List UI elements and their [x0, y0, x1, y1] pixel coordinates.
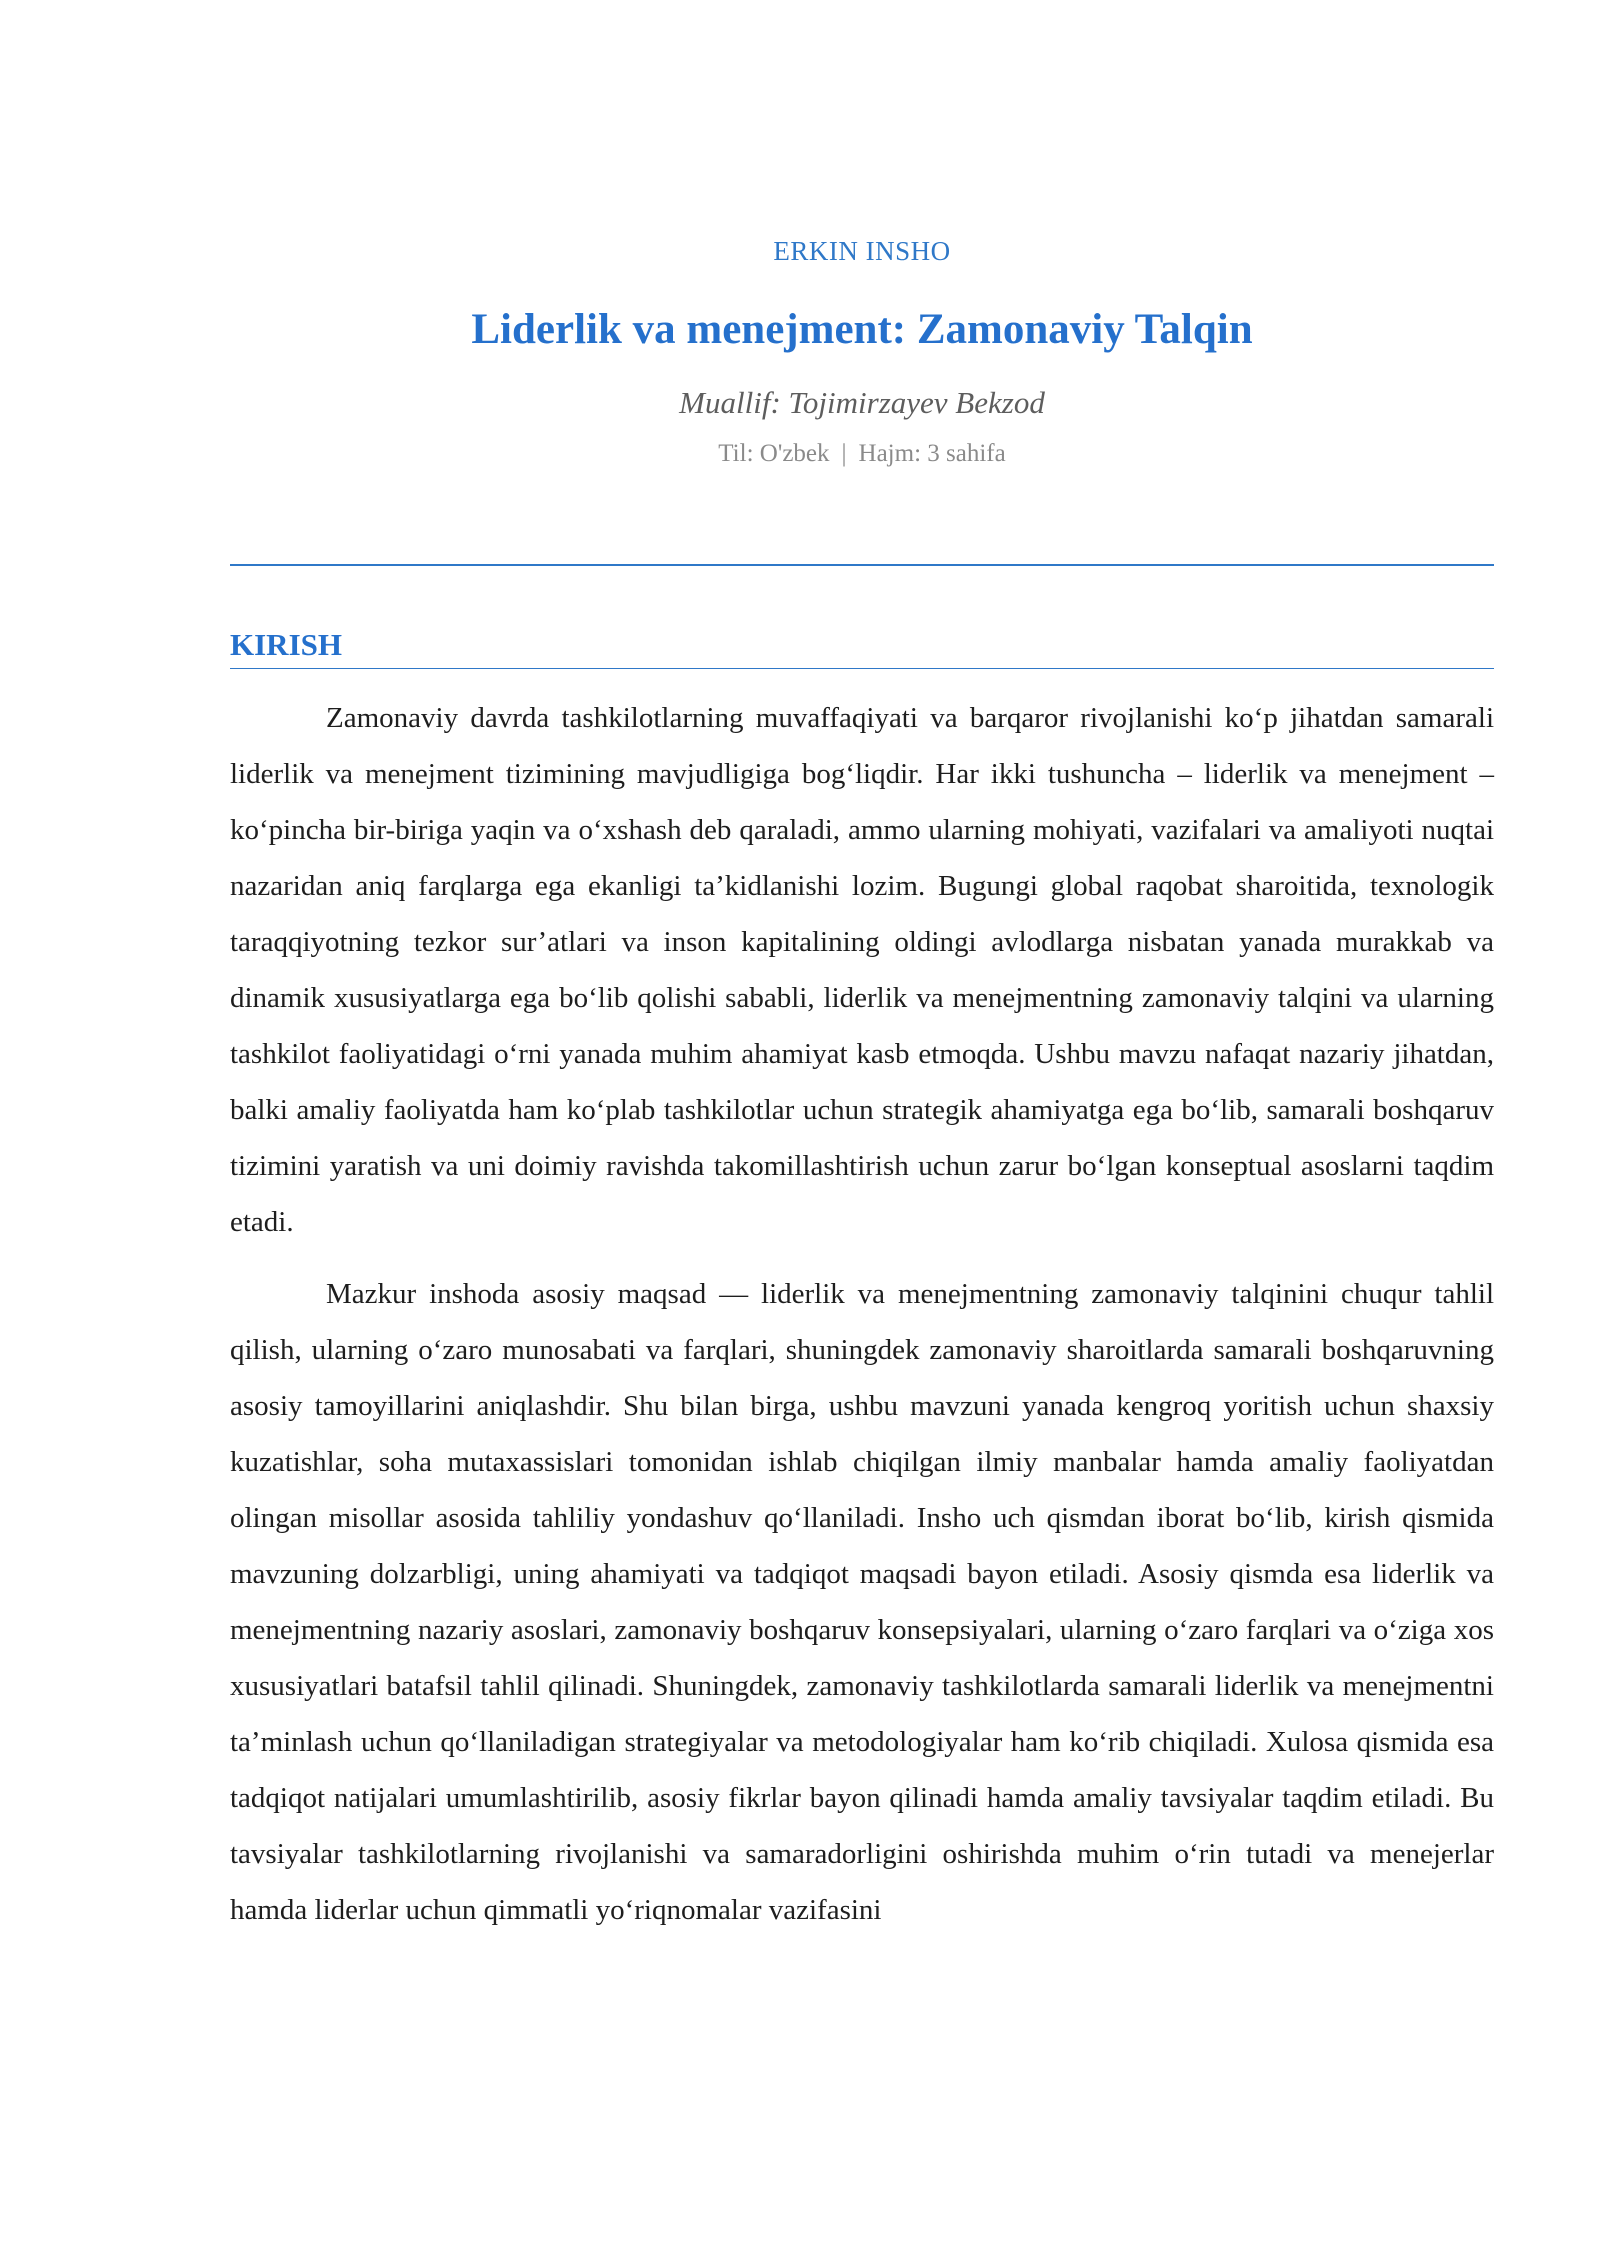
- body-paragraph-2: Mazkur inshoda asosiy maqsad — liderlik va menejmentning zamonaviy talqinini chuqur tahlil qilish, ularning o‘zaro munosabati va farqlari, shuningdek zamonaviy sharoitlarda samarali boshqaruvning asosiy tamoyillarini aniqlashdir. Shu bilan birga, ushbu mavzuni yanada kengroq yoritish uchun shaxsiy kuzatishlar, soha mutaxassislari tomonidan ishlab chiqilgan ilmiy manbalar hamda amaliy faoliyatdan olingan misollar asosida tahliliy yondashuv qo‘llaniladi. Insho uch qismdan iborat bo‘lib, kirish qismida mavzuning dolzarbligi, uning ahamiyati va tadqiqot maqsadi bayon etiladi. Asosiy qismda esa liderlik va menejmentning nazariy asoslari, zamonaviy boshqaruv konsepsiyalari, ularning o‘zaro farqlari va o‘ziga xos xususiyatlari batafsil tahlil qilinadi. Shuningdek, zamonaviy tashkilotlarda samarali liderlik va menejmentni ta’minlash uchun qo‘llaniladigan strategiyalar va metodologiyalar ham ko‘rib chiqiladi. Xulosa qismida esa tadqiqot natijalari umumlashtirilib, asosiy fikrlar bayon qilinadi hamda amaliy tavsiyalar taqdim etiladi. Bu tavsiyalar tashkilotlarning rivojlanishi va samaradorligini oshirishda muhim o‘rin tutadi va menejerlar hamda liderlar uchun qimmatli yo‘riqnomalar vazifasini: [230, 1278, 1494, 1926]
- document-author: Muallif: Tojimirzayev Bekzod: [679, 385, 1045, 420]
- section-body: [230, 690, 1494, 1954]
- meta-volume: Hajm: 3 sahifa: [858, 440, 1006, 467]
- document-meta: [230, 438, 1494, 470]
- body-paragraph-1: Zamonaviy davrda tashkilotlarning muvaffaqiyati va barqaror rivojlanishi ko‘p jihatdan samarali liderlik va menejment tizimining mavjudligiga bog‘liqdir. Har ikki tushuncha – liderlik va menejment – ko‘pincha bir-biriga yaqin va o‘xshash deb qaraladi, ammo ularning mohiyati, vazifalari va amaliyoti nuqtai nazaridan aniq farqlarga ega ekanligi ta’kidlanishi lozim. Bugungi global raqobat sharoitida, texnologik taraqqiyotning tezkor sur’atlari va inson kapitalining oldingi avlodlarga nisbatan yanada murakkab va dinamik xususiyatlarga ega bo‘lib qolishi sababli, liderlik va menejmentning zamonaviy talqini va ularning tashkilot faoliyatidagi o‘rni yanada muhim ahamiyat kasb etmoqda. Ushbu mavzu nafaqat nazariy jihatdan, balki amaliy faoliyatda ham ko‘plab tashkilotlar uchun strategik ahamiyatga ega bo‘lib, samarali boshqaruv tizimini yaratish va uni doimiy ravishda takomillashtirish uchun zarur bo‘lgan konseptual asoslarni taqdim etadi.: [230, 702, 1494, 1238]
- header-divider: [230, 564, 1494, 566]
- meta-language: Til: O'zbek: [718, 440, 830, 467]
- document-title: Liderlik va menejment: Zamonaviy Talqin: [471, 306, 1253, 353]
- section-heading: KIRISH: [230, 626, 1494, 669]
- document-kicker: ERKIN INSHO: [773, 236, 951, 266]
- meta-separator: |: [841, 440, 847, 467]
